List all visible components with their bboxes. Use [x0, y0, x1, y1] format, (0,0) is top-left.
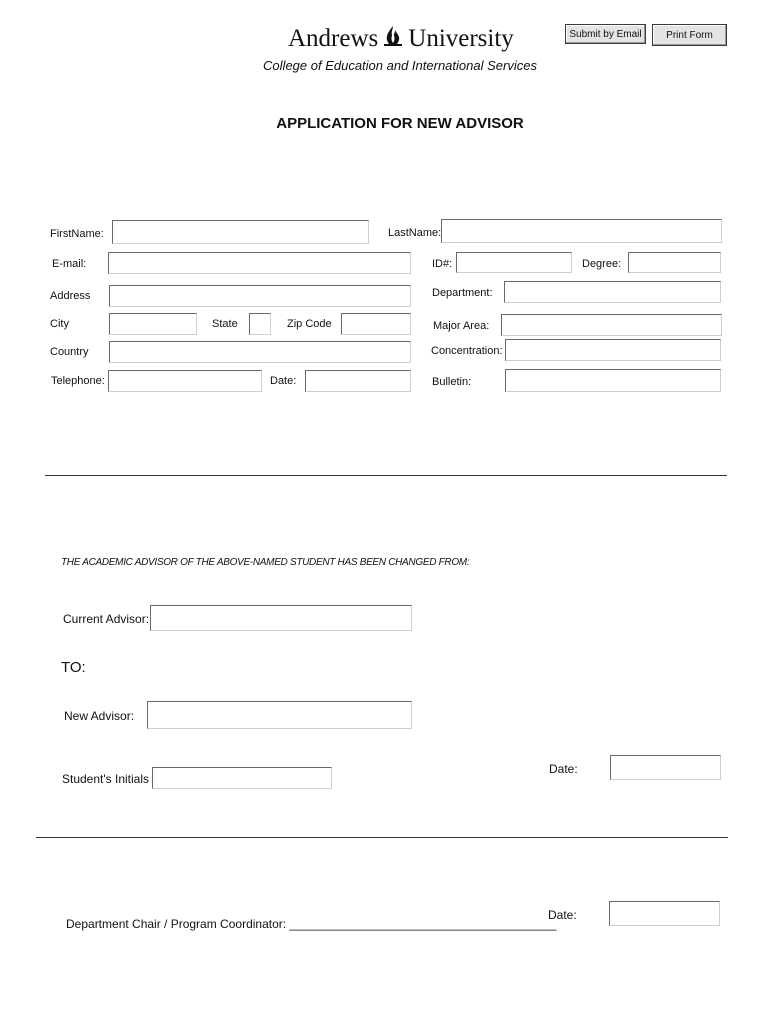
zip-code-field[interactable]: [341, 313, 411, 335]
department-chair-signature-line: Department Chair / Program Coordinator: ________________________________________: [66, 917, 557, 931]
to-label: TO:: [61, 659, 86, 676]
logo-text-left: Andrews: [288, 25, 379, 52]
section-divider: [45, 475, 727, 476]
page-title: APPLICATION FOR NEW ADVISOR: [276, 115, 524, 132]
degree-field[interactable]: [628, 252, 721, 273]
new-advisor-label: New Advisor:: [64, 709, 135, 723]
andrews-university-logo: [288, 24, 514, 54]
id-field[interactable]: [456, 252, 572, 273]
state-label: State: [212, 318, 238, 330]
address-field[interactable]: [109, 285, 411, 307]
submit-by-email-button[interactable]: Submit by Email: [565, 24, 646, 44]
approval-date-field[interactable]: [609, 901, 720, 926]
email-label: E-mail:: [52, 258, 87, 270]
student-initials-field[interactable]: [152, 767, 332, 789]
country-label: Country: [50, 346, 89, 358]
current-advisor-label: Current Advisor:: [63, 612, 150, 626]
flame-icon: [382, 24, 404, 55]
concentration-label: Concentration:: [431, 345, 503, 357]
id-label: ID#:: [432, 258, 453, 270]
telephone-label: Telephone:: [51, 375, 105, 387]
email-field[interactable]: [108, 252, 411, 274]
approval-date-label: Date:: [548, 908, 577, 922]
new-advisor-field[interactable]: [147, 701, 412, 729]
current-advisor-field[interactable]: [150, 605, 412, 631]
country-field[interactable]: [109, 341, 411, 363]
telephone-field[interactable]: [108, 370, 262, 392]
first-name-field[interactable]: [112, 220, 369, 244]
major-area-field[interactable]: [501, 314, 722, 336]
approval-divider: [36, 837, 728, 838]
bulletin-label: Bulletin:: [432, 376, 472, 388]
concentration-field[interactable]: [505, 339, 721, 361]
degree-label: Degree:: [582, 258, 622, 270]
date-field[interactable]: [305, 370, 411, 392]
city-label: City: [50, 318, 69, 330]
initials-date-field[interactable]: [610, 755, 721, 780]
first-name-label: FirstName:: [50, 228, 104, 240]
last-name-field[interactable]: [441, 219, 722, 243]
zip-code-label: Zip Code: [287, 318, 332, 330]
student-initials-label: Student's Initials: [62, 772, 150, 786]
last-name-label: LastName:: [388, 227, 442, 239]
state-field[interactable]: [249, 313, 271, 335]
college-subtitle: College of Education and International Services: [263, 58, 537, 73]
address-label: Address: [50, 290, 91, 302]
logo-text-right: University: [408, 25, 514, 52]
bulletin-field[interactable]: [505, 369, 721, 392]
department-label: Department:: [432, 287, 493, 299]
print-form-button[interactable]: Print Form: [652, 24, 727, 46]
advisor-change-statement: THE ACADEMIC ADVISOR OF THE ABOVE-NAMED STUDENT HAS BEEN CHANGED FROM:: [61, 557, 470, 568]
department-field[interactable]: [504, 281, 721, 303]
city-field[interactable]: [109, 313, 197, 335]
initials-date-label: Date:: [549, 762, 578, 776]
major-area-label: Major Area:: [433, 320, 490, 332]
date-label: Date:: [270, 375, 297, 387]
